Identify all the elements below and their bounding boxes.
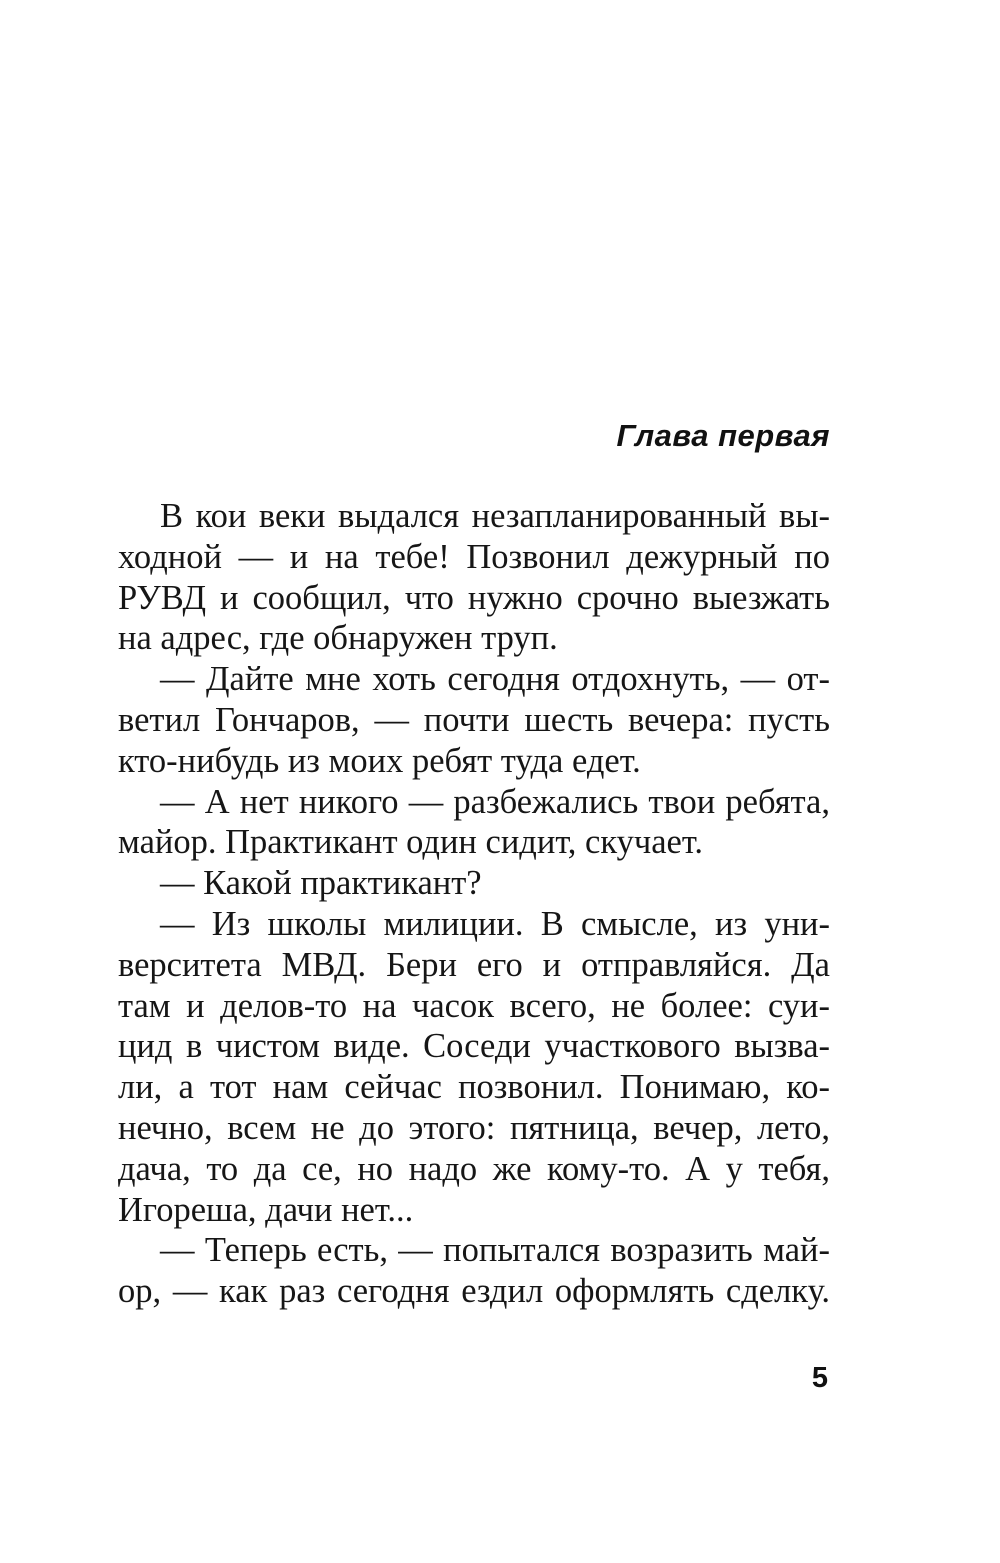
text-line: — А нет никого — разбежались твои ребята, — [160, 782, 830, 821]
text-line: — Теперь есть, — попытался возразить май- — [160, 1231, 830, 1270]
text-line: ор, — как раз сегодня ездил оформлять сделку. — [118, 1272, 830, 1311]
text-line: нечно, всем не до этого: пятница, вечер, лето, — [118, 1108, 830, 1147]
text-line: — Какой практикант? — [160, 864, 482, 903]
text-line: кто-нибудь из моих ребят туда едет. — [118, 741, 641, 780]
text-line: там и делов-то на часок всего, не более: суи- — [118, 986, 830, 1025]
text-line: дача, то да се, но надо же кому-то. А у тебя, — [118, 1149, 830, 1188]
text-line: ли, а тот нам сейчас позвонил. Понимаю, ко- — [118, 1068, 830, 1107]
text-line: цид в чистом виде. Соседи участкового вызва- — [118, 1027, 830, 1066]
text-line: — Из школы милиции. В смысле, из уни- — [160, 904, 830, 943]
text-line: В кои веки выдался незапланированный вы- — [160, 497, 830, 535]
text-line: майор. Практикант один сидит, скучает. — [118, 823, 703, 862]
text-line: РУВД и сообщил, что нужно срочно выезжать — [118, 578, 830, 617]
body-text — [118, 496, 830, 1312]
text-line: на адрес, где обнаружен труп. — [118, 619, 558, 658]
text-line: верситета МВД. Бери его и отправляйся. Да — [118, 945, 830, 984]
text-line: Игореша, дачи нет... — [118, 1190, 414, 1229]
chapter-title: Глава первая — [616, 418, 830, 453]
text-line: ходной — и на тебе! Позвонил дежурный по — [118, 537, 830, 576]
text-line: ветил Гончаров, — почти шесть вечера: пусть — [118, 700, 830, 739]
page-number: 5 — [811, 1362, 828, 1394]
text-line: — Дайте мне хоть сегодня отдохнуть, — от- — [160, 660, 830, 699]
